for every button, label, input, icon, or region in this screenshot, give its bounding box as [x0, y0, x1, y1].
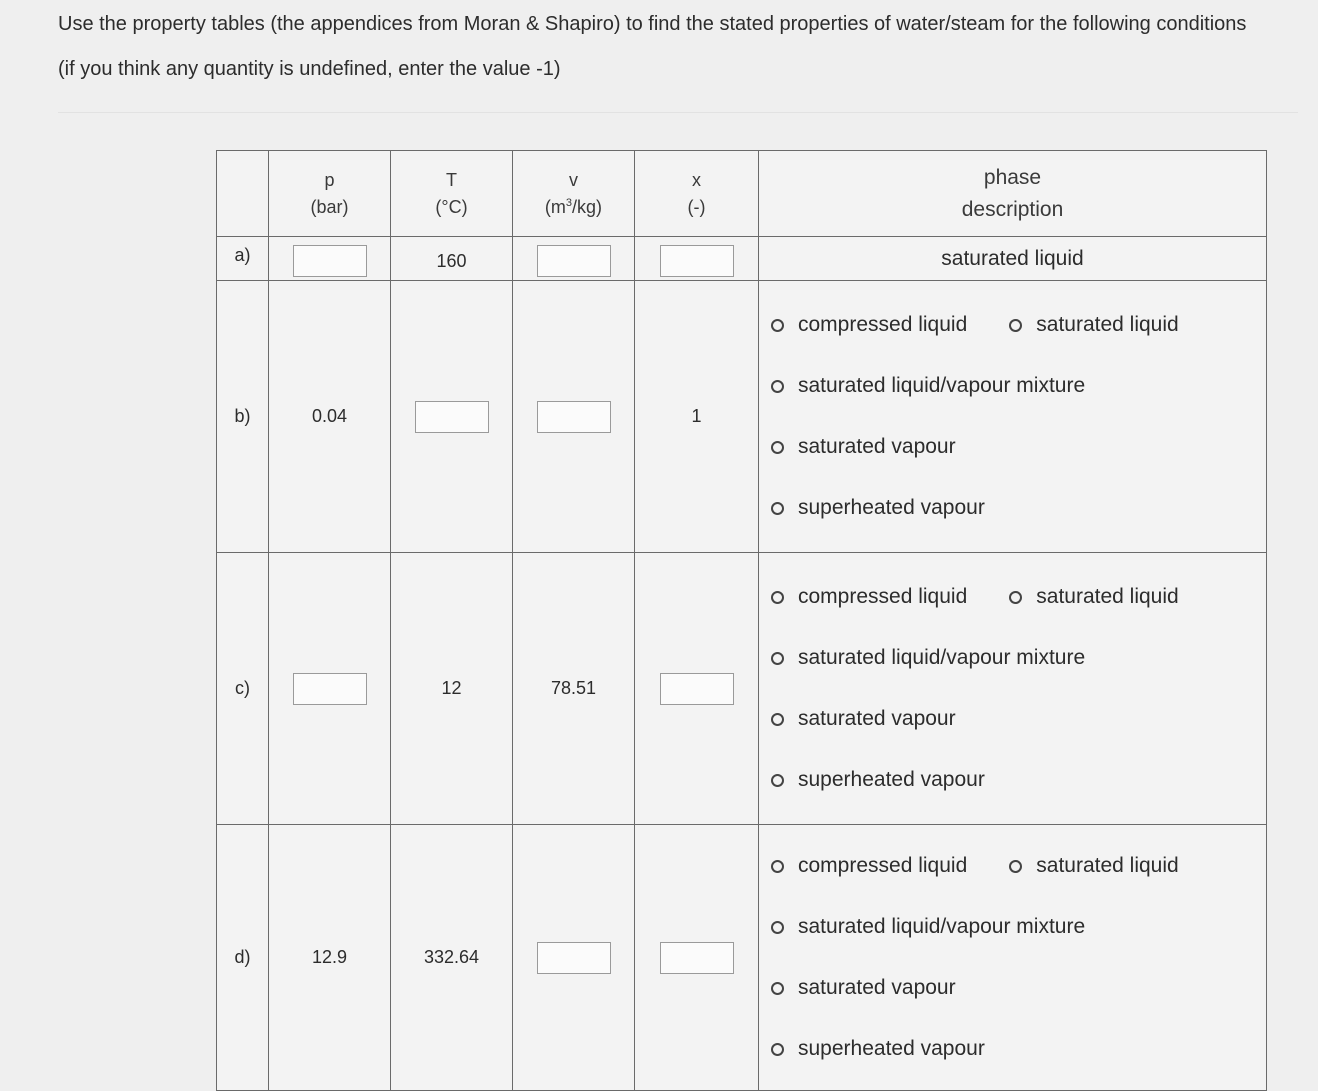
row-d-volume-input[interactable]: [537, 942, 611, 974]
header-row: [217, 151, 1267, 237]
header-quality-unit: (-): [687, 196, 706, 217]
row-c-phase-options: [759, 553, 1267, 825]
option-label: compressed liquid: [798, 854, 968, 877]
row-d-option-saturated-vapour[interactable]: [771, 976, 956, 1000]
header-phase-line2: description: [961, 197, 1064, 221]
radio-icon: [771, 713, 784, 726]
instructions-line-2: (if you think any quantity is undefined, enter the value -1): [58, 58, 561, 80]
header-pressure-symbol: p: [324, 169, 335, 190]
row-d-option-saturated-liquid[interactable]: [1009, 854, 1178, 878]
header-quality: [635, 151, 759, 237]
row-b-option-mixture[interactable]: [771, 374, 1085, 398]
option-label: superheated vapour: [798, 1037, 985, 1060]
row-a-volume-input[interactable]: [537, 245, 611, 277]
row-c-pressure-cell: [269, 553, 391, 825]
header-pressure-unit: (bar): [310, 196, 349, 217]
radio-icon: [771, 652, 784, 665]
option-label: saturated liquid: [1036, 854, 1179, 877]
row-a-volume-cell: [513, 237, 635, 281]
row-a-pressure-cell: [269, 237, 391, 281]
radio-icon: [771, 982, 784, 995]
header-quality-symbol: x: [692, 169, 701, 190]
row-d: [217, 825, 1267, 1091]
header-temperature-unit: (°C): [435, 196, 468, 217]
option-label: saturated liquid/vapour mixture: [798, 374, 1086, 397]
row-d-option-compressed-liquid[interactable]: [771, 854, 967, 878]
header-blank: [217, 151, 269, 237]
row-b-volume-cell: [513, 281, 635, 553]
header-phase: [759, 151, 1267, 237]
option-label: saturated liquid/vapour mixture: [798, 646, 1086, 669]
row-c-option-saturated-liquid[interactable]: [1009, 585, 1178, 609]
option-label: saturated vapour: [798, 976, 956, 999]
header-temperature: [391, 151, 513, 237]
radio-icon: [771, 1043, 784, 1056]
row-d-pressure: 12.9: [269, 825, 391, 1091]
row-a-quality-cell: [635, 237, 759, 281]
option-label: compressed liquid: [798, 313, 968, 336]
option-label: compressed liquid: [798, 585, 968, 608]
option-label: saturated vapour: [798, 707, 956, 730]
row-b-option-compressed-liquid[interactable]: [771, 313, 967, 337]
row-c-option-mixture[interactable]: [771, 646, 1085, 670]
radio-icon: [771, 441, 784, 454]
row-d-temperature: 332.64: [391, 825, 513, 1091]
instructions: [58, 14, 1298, 104]
row-b-volume-input[interactable]: [537, 401, 611, 433]
row-c-option-saturated-vapour[interactable]: [771, 707, 956, 731]
row-label-c: c): [217, 553, 269, 825]
radio-icon: [1009, 319, 1022, 332]
row-d-phase-options: [759, 825, 1267, 1091]
row-a-temperature: 160: [391, 237, 513, 281]
row-c: [217, 553, 1267, 825]
option-label: saturated liquid/vapour mixture: [798, 915, 1086, 938]
row-b-phase-options: [759, 281, 1267, 553]
row-label-b: b): [217, 281, 269, 553]
row-c-quality-cell: [635, 553, 759, 825]
row-c-temperature: 12: [391, 553, 513, 825]
row-b-option-saturated-vapour[interactable]: [771, 435, 956, 459]
option-label: saturated vapour: [798, 435, 956, 458]
row-a: [217, 237, 1267, 281]
row-b-option-saturated-liquid[interactable]: [1009, 313, 1178, 337]
row-c-option-compressed-liquid[interactable]: [771, 585, 967, 609]
row-a-phase: saturated liquid: [759, 237, 1267, 281]
radio-icon: [771, 774, 784, 787]
header-volume-unit: [513, 194, 634, 221]
volume-unit-sup: 3: [565, 196, 573, 209]
row-b-temperature-input[interactable]: [415, 401, 489, 433]
volume-unit-post: /kg): [572, 196, 603, 217]
header-phase-line1: phase: [983, 166, 1042, 189]
row-b-temperature-cell: [391, 281, 513, 553]
radio-icon: [771, 591, 784, 604]
radio-icon: [771, 502, 784, 515]
row-b-quality: 1: [635, 281, 759, 553]
option-label: saturated liquid: [1036, 585, 1179, 608]
radio-icon: [771, 319, 784, 332]
row-d-volume-cell: [513, 825, 635, 1091]
header-volume-symbol: v: [569, 169, 578, 190]
row-c-pressure-input[interactable]: [293, 673, 367, 705]
row-d-option-mixture[interactable]: [771, 915, 1085, 939]
row-b: [217, 281, 1267, 553]
row-d-quality-cell: [635, 825, 759, 1091]
radio-icon: [1009, 591, 1022, 604]
radio-icon: [771, 921, 784, 934]
option-label: saturated liquid: [1036, 313, 1179, 336]
header-specific-volume: [513, 151, 635, 237]
row-c-volume: 78.51: [513, 553, 635, 825]
row-a-pressure-input[interactable]: [293, 245, 367, 277]
radio-icon: [1009, 860, 1022, 873]
property-table: [216, 150, 1267, 1091]
radio-icon: [771, 380, 784, 393]
instructions-line-1: Use the property tables (the appendices from Moran & Shapiro) to find the stated properties of water/steam for the following conditions: [58, 13, 1247, 35]
option-label: superheated vapour: [798, 768, 985, 791]
row-d-option-superheated-vapour[interactable]: [771, 1037, 985, 1061]
row-b-pressure: 0.04: [269, 281, 391, 553]
row-d-quality-input[interactable]: [660, 942, 734, 974]
row-c-option-superheated-vapour[interactable]: [771, 768, 985, 792]
row-label-d: d): [217, 825, 269, 1091]
row-a-quality-input[interactable]: [660, 245, 734, 277]
row-b-option-superheated-vapour[interactable]: [771, 496, 985, 520]
header-pressure: [269, 151, 391, 237]
option-label: superheated vapour: [798, 496, 985, 519]
row-c-quality-input[interactable]: [660, 673, 734, 705]
divider: [58, 112, 1298, 113]
row-label-a: a): [217, 237, 269, 281]
header-temperature-symbol: T: [446, 169, 457, 190]
radio-icon: [771, 860, 784, 873]
volume-unit-pre: (m: [544, 196, 566, 217]
